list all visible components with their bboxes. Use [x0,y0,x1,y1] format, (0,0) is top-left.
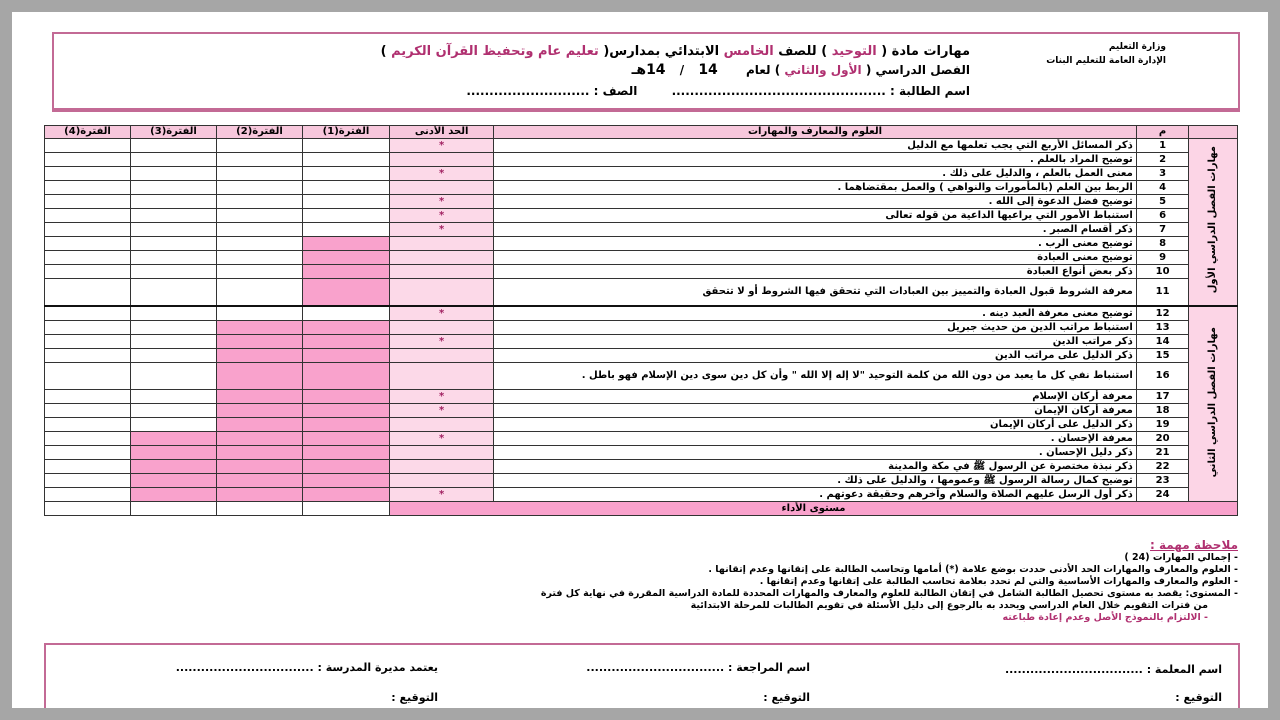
term2-cell[interactable] [217,279,303,307]
term2-cell[interactable] [217,181,303,195]
form-sheet [12,12,1268,708]
performance-term1[interactable] [303,502,390,516]
form-header [52,32,1240,112]
signature-box [44,643,1240,708]
term4-cell[interactable] [45,167,131,181]
term4-cell[interactable] [45,237,131,251]
table-row [45,195,1238,209]
table-row [45,306,1238,321]
row-number: 4 [1136,181,1189,195]
col-term1: الفترة(1) [303,126,390,139]
minimum-mark [390,474,494,488]
term3-cell[interactable] [131,153,217,167]
row-number: 5 [1136,195,1189,209]
reviewer-signature[interactable]: التوقيع : [763,691,810,704]
col-unit [1189,126,1238,139]
minimum-mark [390,265,494,279]
minimum-mark [390,349,494,363]
table-row [45,460,1238,474]
minimum-mark: * [390,335,494,349]
skill-text: ذكر الدليل على مراتب الدين [494,349,1137,363]
class-label: الصف : [593,84,638,98]
row-number: 20 [1136,432,1189,446]
minimum-mark: * [390,223,494,237]
student-label: اسم الطالبة : [890,84,970,98]
table-row [45,390,1238,404]
principal-label: يعتمد مديرة المدرسة : [317,661,438,674]
term2-cell[interactable] [217,349,303,363]
row-number: 22 [1136,460,1189,474]
skill-text: ذكر نبذة مختصرة عن الرسول ﷺ في مكة والمدينة [494,460,1137,474]
skill-text: الربط بين العلم (بالمأمورات والنواهي ) والعمل بمقتضاهما . [494,181,1137,195]
year-b: 14هـ [631,62,666,78]
skill-text: توضيح معنى العبادة [494,251,1137,265]
performance-term4[interactable] [45,502,131,516]
minimum-mark [390,363,494,390]
minimum-mark [390,237,494,251]
table-row [45,321,1238,335]
row-number: 3 [1136,167,1189,181]
minimum-mark: * [390,488,494,502]
term2-cell[interactable] [217,335,303,349]
skill-text: استنباط نفي كل ما يعبد من دون الله من كلمة التوحيد "لا إله إلا الله " وأن كل دين سوى دين الإسلام فهو باطل . [494,363,1137,390]
term3-cell[interactable] [131,404,217,418]
term1-cell[interactable] [303,474,390,488]
term4-cell[interactable] [45,265,131,279]
term1-cell[interactable] [303,265,390,279]
row-number: 14 [1136,335,1189,349]
table-row [45,363,1238,390]
term4-cell[interactable] [45,279,131,307]
term4-cell[interactable] [45,460,131,474]
term3-cell[interactable] [131,195,217,209]
note-4: - المستوى: يقصد به مستوى تحصيل الطالبة الشامل في إتقان الطالبة للعلوم والمعارف والمهارات المحددة للمادة الدراسية المقررة في نهاية كل فترة [540,588,1238,599]
term3-cell[interactable] [131,446,217,460]
reviewer-field[interactable]: ................................. [586,661,725,674]
term2-cell[interactable] [217,153,303,167]
col-term3: الفترة(3) [131,126,217,139]
term4-cell[interactable] [45,432,131,446]
term1-cell[interactable] [303,349,390,363]
skill-text: معرفة الشروط قبول العبادة والتمييز بين العبادات التي تتحقق فيها الشروط أو لا تتحقق [494,279,1137,307]
skill-text: ذكر المسائل الأربع التي يجب تعلمها مع الدليل [494,139,1137,153]
student-name-field[interactable]: ............................................... [671,84,886,98]
minimum-mark: * [390,195,494,209]
term1-cell[interactable] [303,195,390,209]
principal-field[interactable]: ................................. [175,661,314,674]
term1-cell[interactable] [303,237,390,251]
table-row [45,237,1238,251]
performance-row [45,502,1238,516]
skill-text: توضيح المراد بالعلم . [494,153,1137,167]
table-row [45,265,1238,279]
term3-cell[interactable] [131,474,217,488]
ministry-line1: وزارة التعليم [1108,42,1166,52]
term3-cell[interactable] [131,335,217,349]
row-number: 10 [1136,265,1189,279]
skill-text: ذكر الدليل على أركان الإيمان [494,418,1137,432]
term1-cell[interactable] [303,460,390,474]
row-number: 18 [1136,404,1189,418]
term2-cell[interactable] [217,251,303,265]
term1-cell[interactable] [303,432,390,446]
term2-cell[interactable] [217,139,303,153]
term1-cell[interactable] [303,488,390,502]
year-a: 14 [698,62,718,78]
term3-cell[interactable] [131,432,217,446]
table-header-row [45,126,1238,139]
term2-cell[interactable] [217,404,303,418]
semester-value: الأول والثاني [784,63,862,77]
term4-cell[interactable] [45,209,131,223]
table-row [45,167,1238,181]
minimum-mark: * [390,404,494,418]
table-row [45,446,1238,460]
row-number: 2 [1136,153,1189,167]
form-title [381,44,970,59]
term3-cell[interactable] [131,363,217,390]
notes-title: ملاحظة مهمة : [1150,538,1238,552]
school-type: تعليم عام وتحفيظ القرآن الكريم [391,44,599,59]
term4-cell[interactable] [45,363,131,390]
note-6: - الالتزام بالنموذج الأصل وعدم إعادة طباعته [1002,612,1208,623]
teacher-field[interactable]: ................................. [1004,663,1143,676]
col-term2: الفترة(2) [217,126,303,139]
term4-cell[interactable] [45,418,131,432]
term2-cell[interactable] [217,418,303,432]
term1-cell[interactable] [303,446,390,460]
unit2-label: مهارات الفصل الدراسي الثاني [1207,326,1219,478]
term4-cell[interactable] [45,321,131,335]
term1-cell[interactable] [303,321,390,335]
skill-text: توضيح كمال رسالة الرسول ﷺ وعمومها ، والدليل على ذلك . [494,474,1137,488]
table-row [45,223,1238,237]
term2-cell[interactable] [217,195,303,209]
term2-cell[interactable] [217,223,303,237]
minimum-mark [390,181,494,195]
year-sep: / [679,63,685,77]
table-row [45,209,1238,223]
notes-section [38,539,1238,624]
term2-cell[interactable] [217,237,303,251]
term1-cell[interactable] [303,335,390,349]
term4-cell[interactable] [45,488,131,502]
table-row [45,404,1238,418]
term1-cell[interactable] [303,181,390,195]
term2-cell[interactable] [217,321,303,335]
term4-cell[interactable] [45,139,131,153]
title-suffix: الابتدائي بمدارس( [603,44,720,59]
term3-cell[interactable] [131,306,217,321]
term4-cell[interactable] [45,404,131,418]
table-row [45,474,1238,488]
minimum-mark: * [390,306,494,321]
unit-first-semester [1189,139,1238,307]
col-skills: العلوم والمعارف والمهارات [494,126,1137,139]
term2-cell[interactable] [217,265,303,279]
row-number: 6 [1136,209,1189,223]
term1-cell[interactable] [303,390,390,404]
minimum-mark [390,446,494,460]
term4-cell[interactable] [45,474,131,488]
skill-text: معرفة أركان الإيمان [494,404,1137,418]
col-minimum: الحد الأدنى [390,126,494,139]
term1-cell[interactable] [303,223,390,237]
term3-cell[interactable] [131,418,217,432]
minimum-mark: * [390,209,494,223]
term4-cell[interactable] [45,446,131,460]
subject-name: التوحيد [831,44,877,59]
minimum-mark [390,418,494,432]
term1-cell[interactable] [303,251,390,265]
teacher-label: اسم المعلمة : [1146,663,1222,676]
principal-signature[interactable]: التوقيع : [391,691,438,704]
skill-text: معرفة أركان الإسلام [494,390,1137,404]
term2-cell[interactable] [217,306,303,321]
row-number: 8 [1136,237,1189,251]
table-row [45,349,1238,363]
teacher-signoff [1005,663,1222,676]
row-number: 11 [1136,279,1189,307]
row-number: 23 [1136,474,1189,488]
title-mid: ) للصف [778,44,828,59]
term1-cell[interactable] [303,153,390,167]
semester-line [608,62,970,78]
minimum-mark: * [390,390,494,404]
skills-body [45,139,1238,502]
term3-cell[interactable] [131,209,217,223]
minimum-mark [390,321,494,335]
term1-cell[interactable] [303,418,390,432]
term2-cell[interactable] [217,474,303,488]
skills-table [44,125,1238,516]
row-number: 24 [1136,488,1189,502]
term1-cell[interactable] [303,279,390,307]
term3-cell[interactable] [131,390,217,404]
table-row [45,488,1238,502]
term2-cell[interactable] [217,167,303,181]
term2-cell[interactable] [217,446,303,460]
term3-cell[interactable] [131,223,217,237]
row-number: 9 [1136,251,1189,265]
class-field[interactable]: ........................... [466,84,590,98]
reviewer-signoff [586,661,810,674]
unit-second-semester [1189,306,1238,502]
performance-label: مستوى الأداء [390,502,1238,516]
col-number: م [1136,126,1189,139]
row-number: 19 [1136,418,1189,432]
grade-name: الخامس [723,44,774,59]
performance-term3[interactable] [131,502,217,516]
term3-cell[interactable] [131,460,217,474]
term1-cell[interactable] [303,167,390,181]
minimum-mark: * [390,139,494,153]
term4-cell[interactable] [45,181,131,195]
minimum-mark [390,153,494,167]
skill-text: توضيح معنى معرفة العبد دينه . [494,306,1137,321]
term4-cell[interactable] [45,349,131,363]
minimum-mark: * [390,167,494,181]
skill-text: معرفة الإحسان . [494,432,1137,446]
term3-cell[interactable] [131,321,217,335]
title-close: ) [380,44,387,59]
table-row [45,251,1238,265]
student-line [466,84,970,98]
term2-cell[interactable] [217,488,303,502]
skill-text: استنباط مراتب الدين من حديث جبريل [494,321,1137,335]
title-prefix: مهارات مادة ( [881,44,970,59]
term4-cell[interactable] [45,335,131,349]
table-row [45,181,1238,195]
term3-cell[interactable] [131,251,217,265]
table-row [45,335,1238,349]
term3-cell[interactable] [131,237,217,251]
term3-cell[interactable] [131,181,217,195]
term2-cell[interactable] [217,432,303,446]
term2-cell[interactable] [217,363,303,390]
note-2: - العلوم والمعارف والمهارات الحد الأدنى حددت بوضع علامة (*) أمامها وتحاسب الطالبة على إتقانها وعدم إتقانها . [708,564,1238,575]
term4-cell[interactable] [45,223,131,237]
table-row [45,139,1238,153]
term3-cell[interactable] [131,265,217,279]
term3-cell[interactable] [131,279,217,307]
row-number: 7 [1136,223,1189,237]
minimum-mark [390,251,494,265]
minimum-mark [390,279,494,307]
term2-cell[interactable] [217,460,303,474]
skill-text: استنباط الأمور التي يراعيها الداعية من قوله تعالى [494,209,1137,223]
term1-cell[interactable] [303,209,390,223]
performance-term2[interactable] [217,502,303,516]
teacher-signature[interactable]: التوقيع : [1175,691,1222,704]
term4-cell[interactable] [45,306,131,321]
ministry-block [1046,40,1166,68]
minimum-mark: * [390,432,494,446]
term4-cell[interactable] [45,153,131,167]
term2-cell[interactable] [217,390,303,404]
semester-suffix: ) لعام [745,63,781,77]
row-number: 1 [1136,139,1189,153]
table-row [45,153,1238,167]
skill-text: ذكر بعض أنواع العبادة [494,265,1137,279]
skill-text: ذكر دليل الإحسان . [494,446,1137,460]
term4-cell[interactable] [45,195,131,209]
term4-cell[interactable] [45,251,131,265]
note-5: من فترات التقويم خلال العام الدراسي ويحدد به بالرجوع إلى دليل الأسئلة في تقويم الطالبات للمرحلة الابتدائية [690,600,1208,611]
term4-cell[interactable] [45,390,131,404]
note-3: - العلوم والمعارف والمهارات الأساسية والتي لم تحدد بعلامة تحاسب الطالبة على إتقانها وعدم إتقانها . [759,576,1238,587]
term2-cell[interactable] [217,209,303,223]
ministry-line2: الإدارة العامة للتعليم البنات [1046,56,1166,66]
row-number: 21 [1136,446,1189,460]
row-number: 12 [1136,306,1189,321]
term3-cell[interactable] [131,139,217,153]
table-row [45,432,1238,446]
unit1-label: مهارات الفصل الدراسي الأول [1207,146,1219,294]
row-number: 17 [1136,390,1189,404]
skill-text: معنى العمل بالعلم ، والدليل على ذلك . [494,167,1137,181]
term3-cell[interactable] [131,167,217,181]
skill-text: ذكر أقسام الصبر . [494,223,1137,237]
term1-cell[interactable] [303,139,390,153]
term1-cell[interactable] [303,306,390,321]
principal-signoff [176,661,438,674]
row-number: 13 [1136,321,1189,335]
term1-cell[interactable] [303,404,390,418]
row-number: 16 [1136,363,1189,390]
table-row [45,418,1238,432]
col-term4: الفترة(4) [45,126,131,139]
term3-cell[interactable] [131,349,217,363]
skill-text: ذكر مراتب الدين [494,335,1137,349]
skill-text: توضيح فضل الدعوة إلى الله . [494,195,1137,209]
note-1: - إجمالي المهارات (24 ) [1124,552,1238,563]
skill-text: توضيح معنى الرب . [494,237,1137,251]
term3-cell[interactable] [131,488,217,502]
semester-prefix: الفصل الدراسي ( [865,63,970,77]
skill-text: ذكر أول الرسل عليهم الصلاة والسلام وآخرهم وحقيقة دعوتهم . [494,488,1137,502]
table-row [45,279,1238,307]
minimum-mark [390,460,494,474]
row-number: 15 [1136,349,1189,363]
term1-cell[interactable] [303,363,390,390]
reviewer-label: اسم المراجعة : [728,661,810,674]
